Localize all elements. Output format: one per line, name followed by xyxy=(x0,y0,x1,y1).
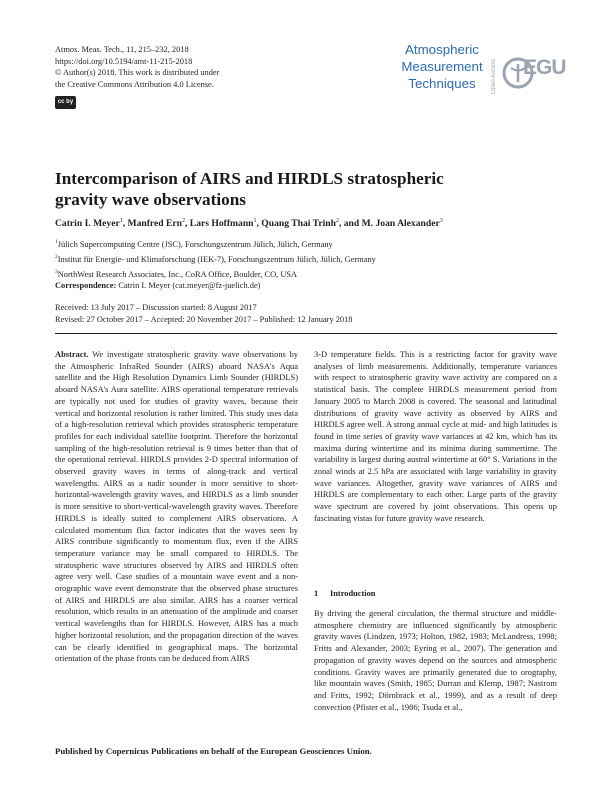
received-line: Received: 13 July 2017 – Discussion started: 8 August 2017 xyxy=(55,303,257,312)
cc-license-icon: cc by xyxy=(55,96,76,109)
abstract-text: We investigate stratospheric gravity wave observations by the Atmospheric InfraRed Sounder (AIRS) aboard NASA's Aqua satellite and the High Resolution Dynamics Limb Sounder (HIRDLS) aboard NASA's Aura satellite. AIRS operational temperature retrievals are typically not used for studies of gravity waves, because their vertical and horizontal resolution is rather limited. This study uses data of a high-resolution retrieval which provides stratospheric temperature profiles for each individual satellite footprint. Therefore the horizontal sampling of the high-resolution retrieval is 9 times better than that of the operational retrieval. HIRDLS provides 2-D spectral information of observed gravity waves in terms of along-track and vertical wavelengths. AIRS as a nadir sounder is more sensitive to short-horizontal-wavelength gravity waves, and HIRDLS as a limb sounder is more sensitive to short-vertical-wavelength gravity waves. Therefore HIRDLS is ideally suited to complement AIRS observations. A calculated momentum flux factor indicates that the waves seen by AIRS contribute significantly to momentum flux, even if the AIRS temperature variance may be small compared to HIRDLS. The stratospheric wave structures observed by AIRS and HIRDLS often agree very well. Case studies of a mountain wave event and a non-orographic wave event demonstrate that the observed phase structures of AIRS and HIRDLS are also similar. AIRS has a coarser vertical resolution, which results in an attenuation of the amplitude and coarser vertical wavelengths than for HIRDLS. However, AIRS has a much higher horizontal resolution, and the propagation direction of the waves can be clearly identified in geographical maps. The horizontal orientation of the phase fronts can be deduced from AIRS xyxy=(55,349,298,664)
citation: Atmos. Meas. Tech., 11, 215–232, 2018 xyxy=(55,45,189,54)
author: Quang Thai Trinh$^2$, and xyxy=(261,218,362,230)
abstract-label: Abstract. xyxy=(55,349,89,359)
correspondence-label: Correspondence: xyxy=(55,281,117,290)
title-line-2: gravity wave observations xyxy=(55,190,246,209)
correspondence xyxy=(55,281,555,290)
open-access-label: Open Access xyxy=(491,58,497,94)
paper-title xyxy=(55,168,475,210)
affiliation: $^3$NorthWest Research Associates, Inc., CoRA Office, Boulder, CO, USA xyxy=(55,269,298,279)
header-divider xyxy=(55,333,557,334)
license-line: the Creative Commons Attribution 4.0 License. xyxy=(55,79,214,89)
title-line-1: Intercomparison of AIRS and HIRDLS stratospheric xyxy=(55,169,444,188)
publication-dates xyxy=(55,302,555,326)
egu-logo-text: EGU xyxy=(523,56,566,79)
author: M. Joan Alexander$^3$ xyxy=(361,218,443,230)
affiliation: $^2$Institut für Energie- und Klimaforschung (IEK-7), Forschungszentrum Jülich, Jülich, Germany xyxy=(55,254,376,264)
abstract xyxy=(55,349,298,665)
copyright-line: © Author(s) 2018. This work is distributed under xyxy=(55,68,220,77)
author-list xyxy=(55,218,555,229)
section-title: Introduction xyxy=(330,589,376,598)
journal-name-line-2: Measurement xyxy=(401,59,483,74)
correspondence-email[interactable]: Catrin I. Meyer (cat.meyer@fz-juelich.de) xyxy=(118,281,261,290)
abstract-continued: 3-D temperature fields. This is a restricting factor for gravity wave analyses of limb measurements. Additionally, temperature variances with respect to stratospheric gravity wave activity are compared on a statistical basis. The complete HIRDLS measurement period from January 2005 to March 2008 is covered. The seasonal and latitudinal distributions of gravity wave activity as observed by AIRS and HIRDLS agree well. A strong annual cycle at mid- and high latitudes is found in time series of gravity wave variances at 42 km, which has its maxima during wintertime and its minima during summertime. The variability is largest during austral wintertime at 60° S. Variations in the zonal winds at 2.5 hPa are associated with large variability in gravity wave variances. Altogether, gravity wave variances of AIRS and HIRDLS are complementary to each other. Large parts of the gravity wave spectrum are covered by joint observations. This opens up fascinating vistas for future gravity wave research. xyxy=(314,349,557,523)
affiliation: $^1$Jülich Supercomputing Centre (JSC), Forschungszentrum Jülich, Jülich, Germany xyxy=(55,239,333,249)
author: Manfred Ern$^2$, xyxy=(127,218,190,230)
article-metadata xyxy=(55,44,315,90)
affiliations xyxy=(55,236,555,281)
journal-name-line-3: Techniques xyxy=(408,76,476,91)
publisher-footer: Published by Copernicus Publications on behalf of the European Geosciences Union. xyxy=(55,746,372,756)
published-line: Revised: 27 October 2017 – Accepted: 20 November 2017 – Published: 12 January 2018 xyxy=(55,315,353,325)
author: Catrin I. Meyer$^1$, xyxy=(55,218,128,230)
author: Lars Hoffmann$^1$, xyxy=(189,218,262,230)
doi-link[interactable]: https://doi.org/10.5194/amt-11-215-2018 xyxy=(55,56,193,66)
journal-logo xyxy=(394,40,566,100)
section-number: 1 xyxy=(314,589,319,598)
section-heading-introduction xyxy=(314,589,557,598)
introduction-text: By driving the general circulation, the thermal structure and middle-atmosphere chemistry are influenced significantly by atmospheric gravity waves (Lindzen, 1973; Holton, 1982, 1983; McLandress, 1998; Fritts and Alexander, 2003; Eyring et al., 2007). The generation and propagation of gravity waves depend on the sources and atmospheric conditions. Gravity waves are primarily generated due to orography, like mountain waves (Smith, 1985; Durran and Klemp, 1987; Nastrom and Fritts, 1992; Dörnbrack et al., 1999), and as a result of deep convection (Pfister et al., 1986; Tsuda et al., xyxy=(314,608,557,712)
journal-name-line-1: Atmospheric xyxy=(405,42,479,57)
